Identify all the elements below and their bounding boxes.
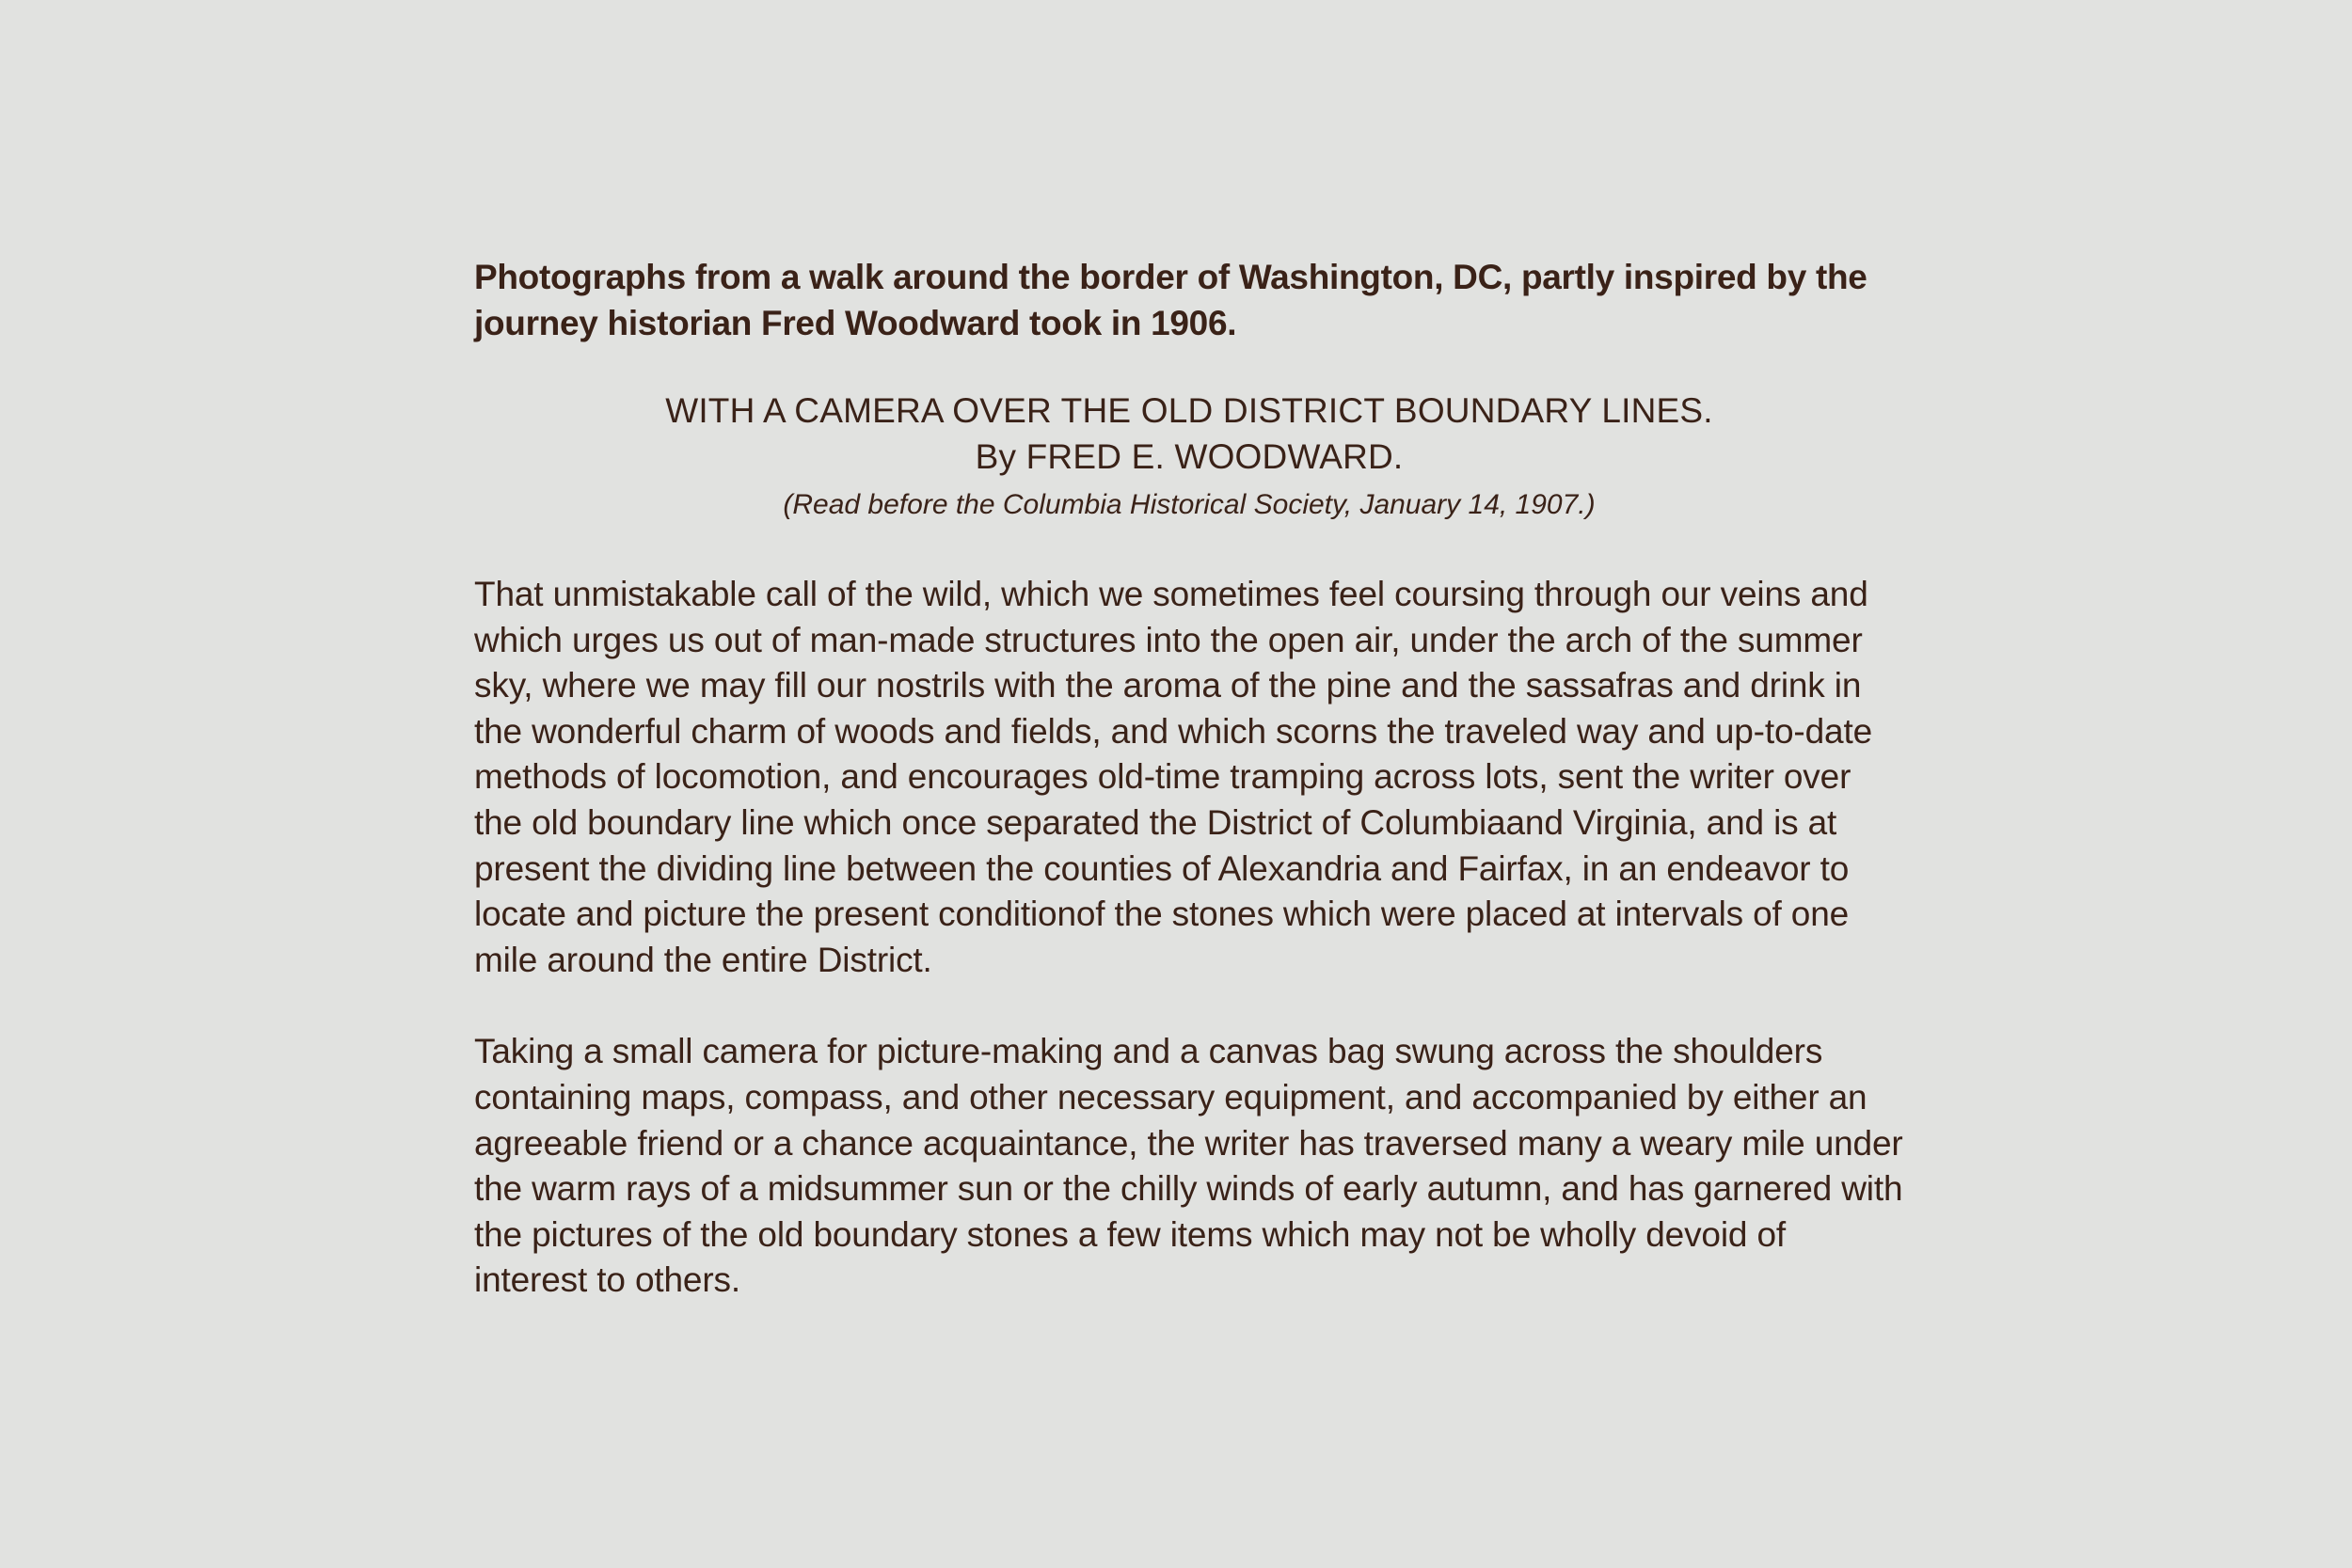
article-title: WITH A CAMERA OVER THE OLD DISTRICT BOUNDARY LINES. (665, 391, 1713, 430)
intro-text: Photographs from a walk around the border of Washington, DC, partly inspired by the journey historian Fred Woodward took in 1906. (474, 258, 1867, 342)
body-paragraph-2: Taking a small camera for picture-making and a canvas bag swung across the shoulders containing maps, compass, and other necessary equipment, and accompanied by either an agreeable friend or a chance acquaintance, the writer has traversed many a weary mile under the warm rays of a midsummer sun or the chilly winds of early autumn, and has garnered with the pictures of the old boundary stones a few items which may not be wholly devoid of interest to others. (474, 1032, 1903, 1300)
body-paragraph-1: That unmistakable call of the wild, which we sometimes feel coursing through our veins and which urges us out of man-made structures into the open air, under the arch of the summer sky, where we may fill our nostrils with the aroma of the pine and the sassafras and drink in the wonderful charm of woods and fields, and which scorns the traveled way and up-to-date methods of locomotion, and encourages old-time tramping across lots, sent the writer over the old boundary line which once separated the District of Columbiaand Virginia, and is at present the dividing line between the counties of Alexandria and Fairfax, in an endeavor to locate and picture the present conditionof the stones which were placed at intervals of one mile around the entire District. (474, 575, 1872, 979)
document-page (474, 254, 1904, 1304)
article-note: (Read before the Columbia Historical Society, January 14, 1907.) (783, 489, 1596, 520)
article-header (474, 388, 1904, 528)
article-byline: By FRED E. WOODWARD. (975, 437, 1404, 476)
